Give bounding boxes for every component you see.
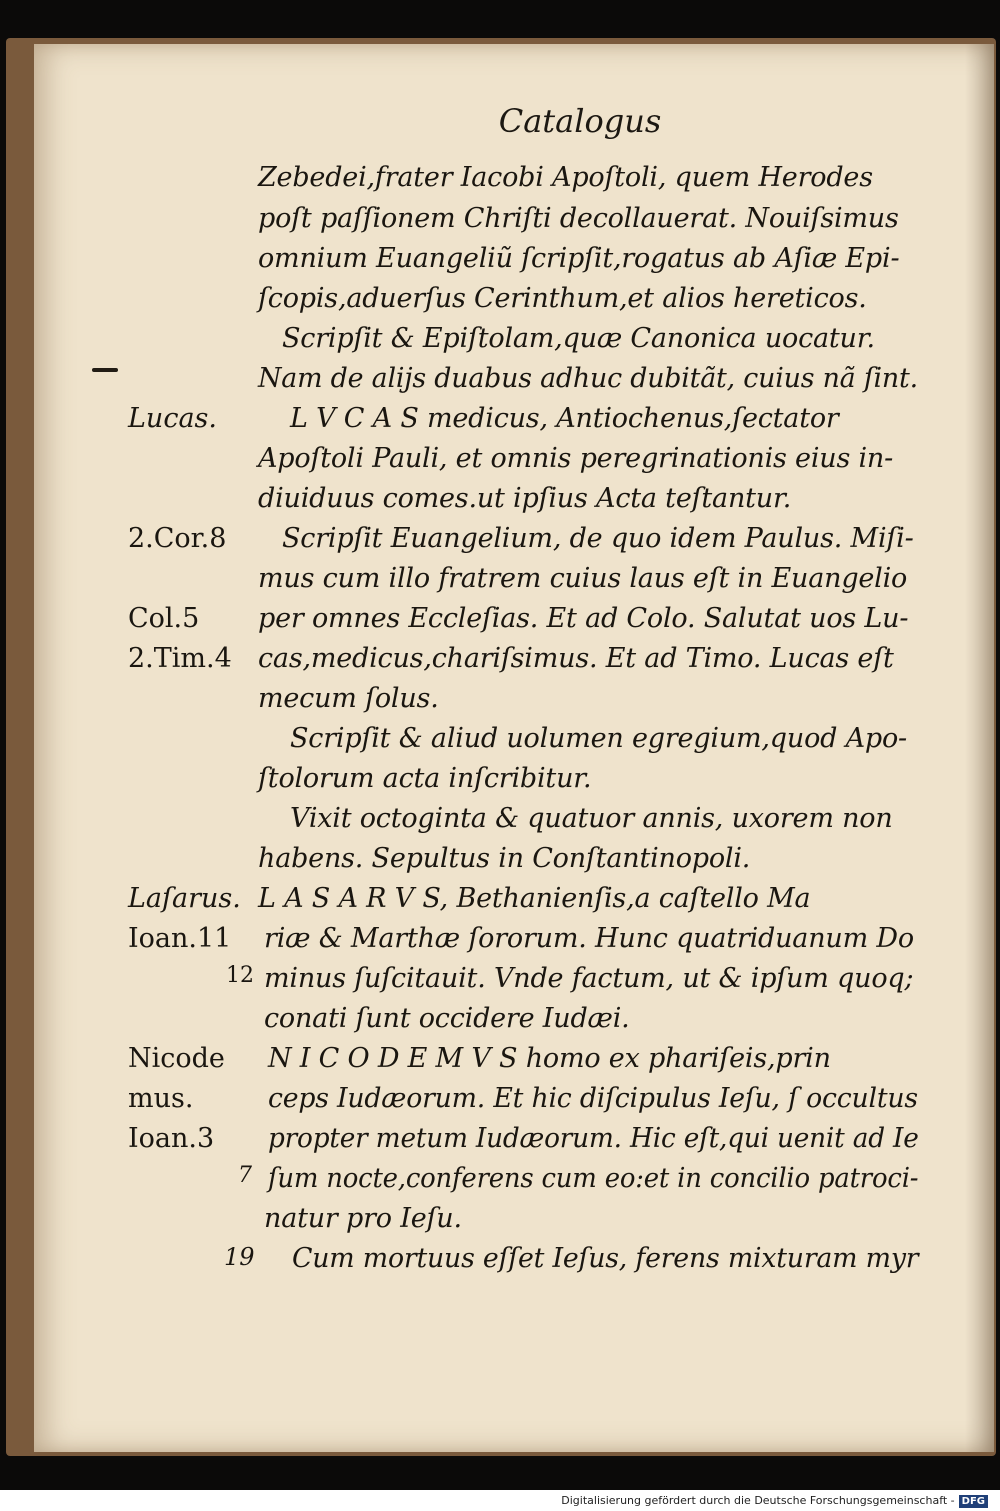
text-line: Scripſit & Epiſtolam,quæ Canonica uocatur. xyxy=(282,323,875,354)
text-line: Scripſit & aliud uolumen egregium,quod Apo- xyxy=(290,723,907,754)
text-line: ſcopis,aduerſus Cerinthum,et alios hereticos. xyxy=(258,283,867,314)
margin-note-nicode: Nicode xyxy=(128,1043,225,1074)
running-header: Catalogus xyxy=(498,102,662,140)
text-line: habens. Sepultus in Conſtantinopoli. xyxy=(258,843,751,874)
text-line: ſtolorum acta inſcribitur. xyxy=(258,763,592,794)
text-line: ſum nocte,conferens cum eo:et in concilio patroci- xyxy=(268,1163,919,1194)
margin-note-lasarus: Laſarus. xyxy=(128,883,241,914)
text-line: ceps Iudæorum. Et hic diſcipulus Ieſu, ſ occultus xyxy=(268,1083,918,1114)
text-line: per omnes Eccleſias. Et ad Colo. Salutat uos Lu- xyxy=(258,603,909,634)
margin-note-7: 7 xyxy=(238,1163,252,1188)
text-line: Zebedei,frater Iacobi Apoſtoli, quem Herodes xyxy=(258,162,873,193)
text-line: diuiduus comes.ut ipſius Acta teſtantur. xyxy=(258,483,792,514)
margin-note-19: 19 xyxy=(224,1243,255,1271)
text-line: Scripſit Euangelium, de quo idem Paulus. Miſi- xyxy=(282,523,914,554)
text-line: conati ſunt occidere Iudæi. xyxy=(264,1003,630,1034)
margin-note-lucas: Lucas. xyxy=(128,403,217,434)
margin-note-ioan11: Ioan.11 xyxy=(128,923,232,954)
text-line-lucas-heading: L V C A S medicus, Antiochenus,ſectator xyxy=(290,403,839,434)
margin-note-12: 12 xyxy=(226,963,254,988)
margin-note-2cor: 2.Cor.8 xyxy=(128,523,227,554)
text-line: cas,medicus,chariſsimus. Et ad Timo. Lucas eſt xyxy=(258,643,894,674)
text-line: mus cum illo fratrem cuius laus eſt in Euangelio xyxy=(258,563,908,594)
text-line: riæ & Marthæ ſororum. Hunc quatriduanum Do xyxy=(264,923,914,954)
text-line: Nam de alijs duabus adhuc dubitãt, cuius nã ſint. xyxy=(258,363,918,394)
text-line: poſt paſſionem Chriſti decollauerat. Nouiſsimus xyxy=(258,203,899,234)
page-edge-shadow xyxy=(965,44,994,1452)
digitization-credit xyxy=(561,1494,988,1508)
text-line: propter metum Iudæorum. Hic eſt,qui uenit ad Ie xyxy=(268,1123,919,1154)
margin-note-2tim: 2.Tim.4 xyxy=(128,643,232,674)
margin-note-col: Col.5 xyxy=(128,603,200,634)
margin-note-mus: mus. xyxy=(128,1083,194,1114)
text-line: minus ſuſcitauit. Vnde factum, ut & ipſum quoq; xyxy=(264,963,914,994)
dfg-logo: DFG xyxy=(959,1495,988,1508)
text-line-nicodemus-heading: N I C O D E M V S homo ex phariſeis,prin xyxy=(268,1043,831,1074)
text-line: Cum mortuus eſſet Ieſus, ferens mixturam myr xyxy=(292,1243,919,1274)
text-line: natur pro Ieſu. xyxy=(264,1203,462,1234)
text-line-lasarus-heading: L A S A R V S, Bethanienſis,a caſtello Ma xyxy=(258,883,811,914)
margin-dash-mark xyxy=(92,368,118,372)
text-line: mecum ſolus. xyxy=(258,683,439,714)
text-line: Vixit octoginta & quatuor annis, uxorem non xyxy=(290,803,893,834)
text-line: Apoſtoli Pauli, et omnis peregrinationis eius in- xyxy=(258,443,894,474)
margin-note-ioan3: Ioan.3 xyxy=(128,1123,215,1154)
text-line: omnium Euangeliũ ſcripſit,rogatus ab Aſiæ Epi- xyxy=(258,243,900,274)
digitization-credit-text: Digitalisierung gefördert durch die Deutsche Forschungsgemeinschaft - xyxy=(561,1494,955,1507)
